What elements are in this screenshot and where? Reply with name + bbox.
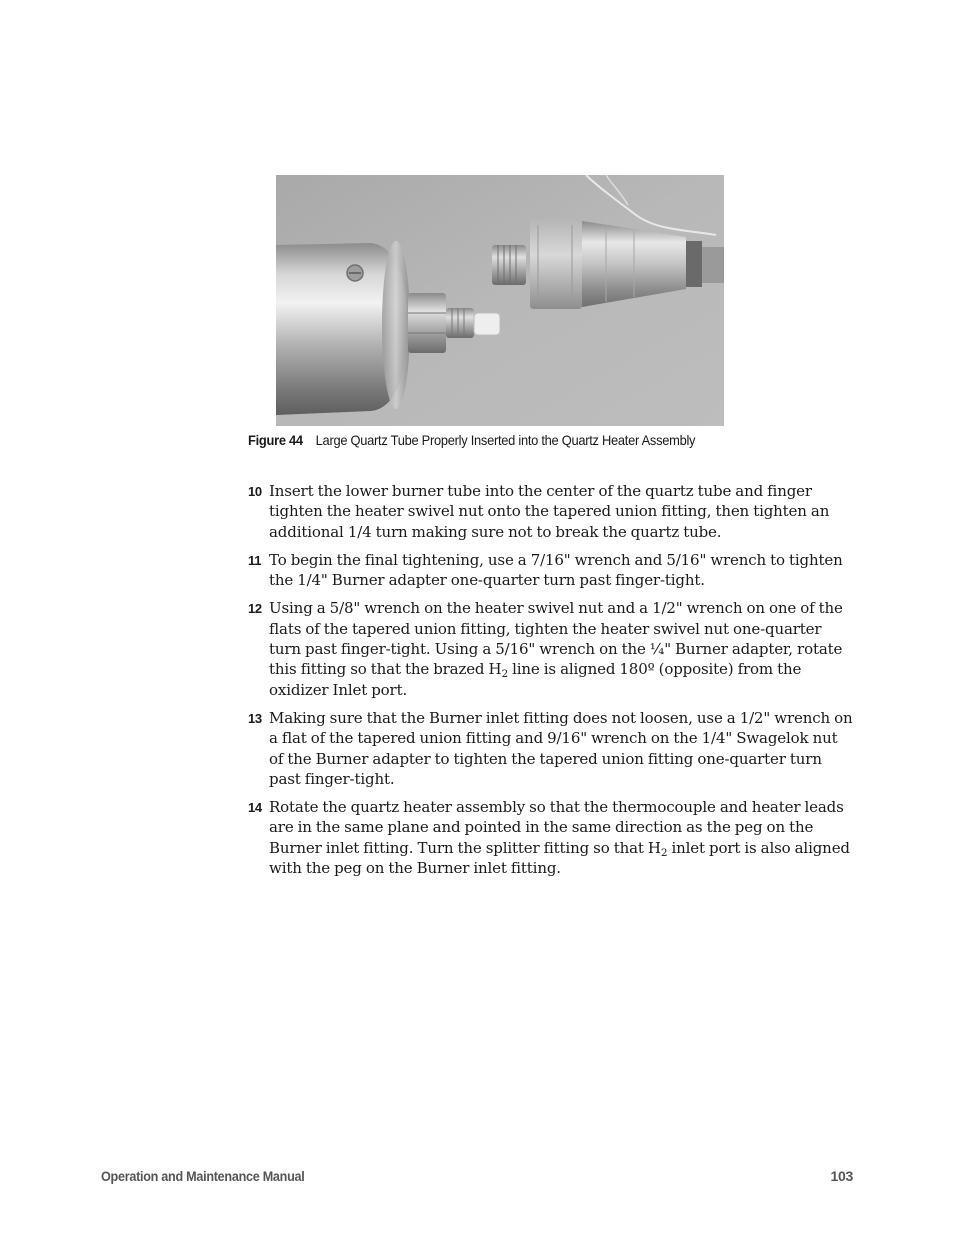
footer-title: Operation and Maintenance Manual xyxy=(101,1168,305,1184)
subscript: 2 xyxy=(660,846,668,859)
step-14 xyxy=(248,797,854,878)
step-11 xyxy=(248,550,854,591)
page-number: 103 xyxy=(830,1168,853,1184)
step-13 xyxy=(248,708,854,789)
step-number: 14 xyxy=(248,800,262,816)
step-text-part: inlet port is also aligned with the peg on the Burner inlet fitting. xyxy=(269,838,850,878)
step-number: 11 xyxy=(248,552,262,568)
procedure-steps xyxy=(248,481,854,886)
figure-caption-text: Large Quartz Tube Properly Inserted into the Quartz Heater Assembly xyxy=(315,432,696,448)
step-text-part: line is aligned 180º (opposite) from the oxidizer Inlet port. xyxy=(269,660,802,699)
step-text-part: Using a 5/8" wrench on the heater swivel nut and a 1/2" wrench on one of the flats of the tapered union fitting, tighten the heater swivel nut one-quarter turn past finger-tight. Using a 5/16" wrench on the ¼" Burner adapter, rotate this fitting so that the brazed H xyxy=(269,599,843,679)
step-number: 10 xyxy=(248,484,262,499)
subscript: 2 xyxy=(501,668,508,681)
step-text-part: Rotate the quartz heater assembly so that the thermocouple and heater leads are in the same plane and pointed in the same direction as the peg on the Burner inlet fitting. Turn the splitter fitting so that H xyxy=(269,798,844,857)
figure-photo xyxy=(276,175,724,426)
step-text xyxy=(269,598,854,699)
step-text xyxy=(269,797,854,878)
figure-label: Figure 44 xyxy=(248,432,303,448)
step-text: To begin the final tightening, use a 7/16" wrench and 5/16" wrench to tighten the 1/4" Burner adapter one-quarter turn past finger-tight. xyxy=(269,550,843,590)
step-text: Making sure that the Burner inlet fitting does not loosen, use a 1/2" wrench on a flat of the tapered union fitting and 9/16" wrench on the 1/4" Swagelok nut of the Burner adapter to tighten the tapered union fitting one-quarter turn past finger-tight. xyxy=(269,708,853,788)
step-text: Insert the lower burner tube into the center of the quartz tube and finger tighten the heater swivel nut onto the tapered union fitting, then tighten an additional 1/4 turn making sure not to break the quartz tube. xyxy=(269,482,830,541)
step-12 xyxy=(248,598,854,699)
step-10 xyxy=(248,481,854,542)
step-number: 12 xyxy=(248,601,262,617)
figure-caption xyxy=(248,432,695,448)
step-number: 13 xyxy=(248,710,262,726)
